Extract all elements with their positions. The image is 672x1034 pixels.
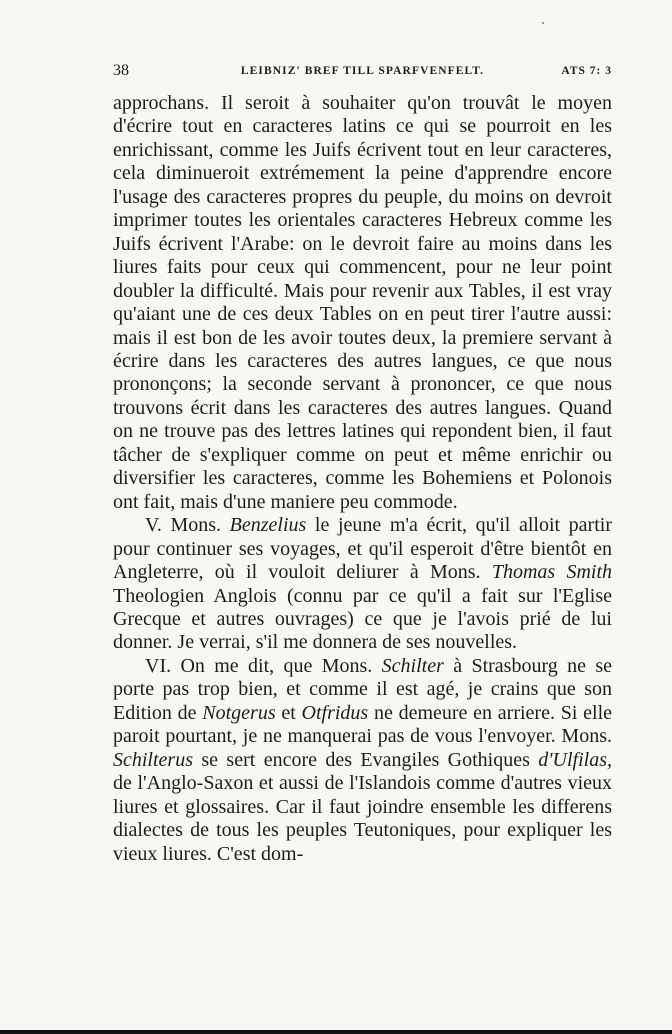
text-span: se sert encore des Evangiles Gothiques	[193, 748, 539, 771]
text-span: VI. On me dit, que Mons.	[145, 654, 382, 677]
body-text	[113, 92, 612, 866]
paragraph-1	[113, 92, 612, 514]
paragraph-1-text: approchans. Il seroit à souhaiter qu'on trouvât le moyen d'écrire tout en caracteres latins ce qui se pourroit en les enrichissant, comme les Juifs écrivent tout en leur caracteres, cela diminueroit extrémement la peine d'apprendre encore l'usage des caracteres propres du peuple, du moins on devroit imprimer toutes les orientales caracteres Hebreux comme les Juifs écrivent l'Arabe: on le devroit faire au moins dans les liures faits pour ceux qui commencent, pour ne leur point doubler la difficulté. Mais pour revenir aux Tables, il est vray qu'aiant une de ces deux Tables on en peut tirer l'autre aussi: mais il est bon de les avoir toutes deux, la premiere servant à écrire dans les caracteres des autres langues, ce que nous prononçons; la seconde servant à prononcer, ce que nous trouvons écrit dans les caracteres des autres langues. Quand on ne trouve pas des lettres latines qui repondent bien, il faut tâcher de s'expliquer comme on peut et même enrichir ou diversifier les caracteres, comme les Bohemiens et Polonois ont fait, mais d'une maniere peu commode.	[113, 92, 612, 513]
text-span: le jeune m'a écrit, qu'il alloit partir pour continuer ses voyages, et qu'il esperoit d'être bientôt en Angleterre, où il vouloit deliurer à Mons.	[113, 514, 612, 584]
text-span: et	[275, 701, 302, 724]
italic-name: Schilterus	[113, 748, 193, 771]
text-span: Theologien Anglois (connu par ce qu'il a fait sur l'Eglise Grecque et autres ouvrages) ce que je l'avois prié de lui donner. Je verrai, s'il me donnera de ses nouvelles.	[113, 584, 612, 654]
italic-name: Otfridus	[301, 701, 369, 724]
text-span: ne demeure en arriere. Si elle paroit pourtant, je ne manquerai pas de vous l'envoyer. Mons.	[113, 701, 612, 748]
text-span: à Strasbourg ne se porte pas trop bien, et comme il est agé, je crains que son Edition de	[113, 654, 612, 724]
text-span: , de l'Anglo-Saxon et aussi de l'Islandois comme d'autres vieux liures et glossaires. Car il faut joindre ensemble les differens dialectes de tous les peuples Teutoniques, pour expliquer les vieux liures. C'est dom-	[113, 748, 612, 865]
paragraph-vi	[113, 655, 612, 866]
page-number: 38	[113, 62, 129, 79]
italic-name: Thomas Smith	[491, 561, 613, 584]
volume-reference: ATS 7: 3	[561, 65, 612, 77]
page-header	[113, 62, 612, 82]
italic-name: Notgerus	[202, 701, 276, 724]
bottom-border	[0, 1030, 672, 1034]
text-span: V. Mons.	[145, 514, 230, 537]
scan-speck	[542, 22, 544, 24]
running-title: LEIBNIZ' BREF TILL SPARFVENFELT.	[240, 65, 485, 77]
italic-name: Schilter	[381, 654, 444, 677]
italic-name: d'Ulfilas	[538, 748, 607, 771]
italic-name: Benzelius	[229, 514, 307, 537]
paragraph-v	[113, 514, 612, 655]
